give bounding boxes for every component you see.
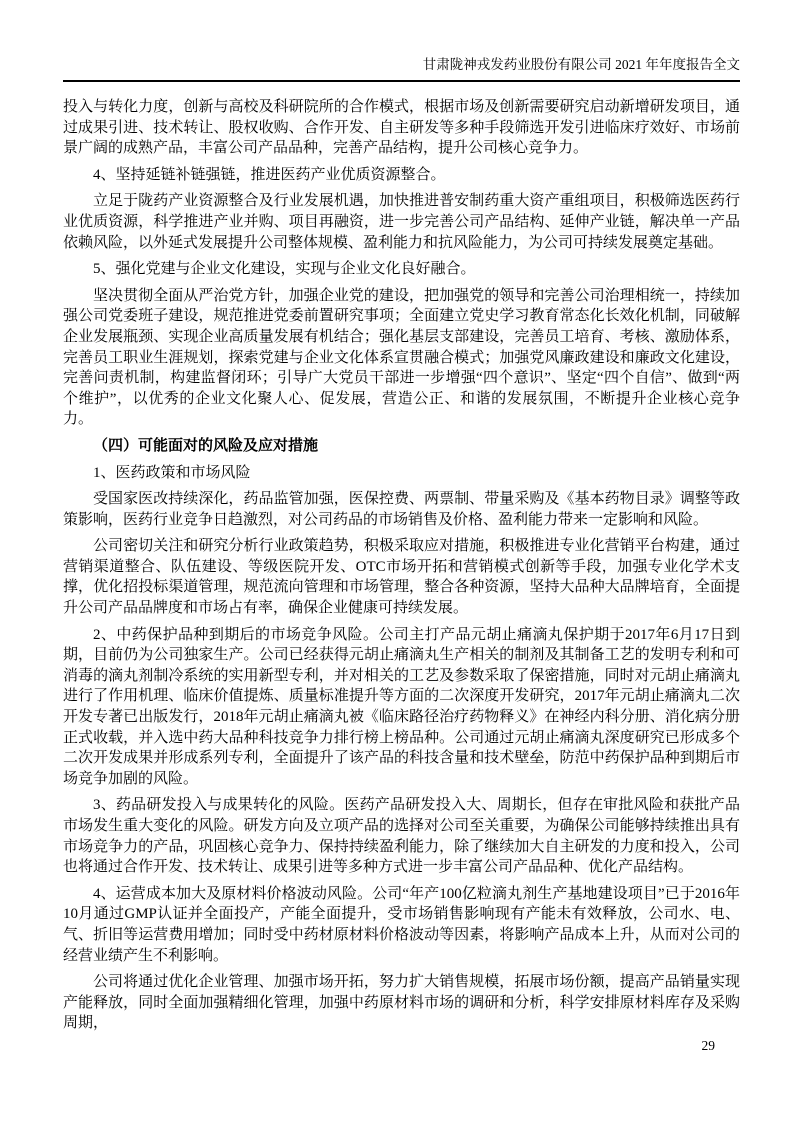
paragraph: 4、运营成本加大及原材料价格波动风险。公司“年产100亿粒滴丸剂生产基地建设项目”已于2016年10月通过GMP认证并全面投产，产能全面提升，受市场销售影响现有产能未有效释放，公司水、电、气、折旧等运营费用增加；同时受中药材原材料价格波动等因素，将影响产品成本上升，从而对公司的经营业绩产生不利影响。 xyxy=(63,885,740,964)
paragraph: 5、强化党建与企业文化建设，实现与企业文化良好融合。 xyxy=(93,261,476,278)
header-title: 甘肃陇神戎发药业股份有限公司 2021 年年度报告全文 xyxy=(422,57,740,72)
section-heading: （四）可能面对的风险及应对措施 xyxy=(93,437,319,454)
page-number: 29 xyxy=(701,1038,715,1053)
paragraph: 公司将通过优化企业管理、加强市场开拓，努力扩大销售规模，拓展市场份额，提高产品销量实现产能释放，同时全面加强精细化管理，加强中药原材料市场的调研和分析，科学安排原材料库存及采购周期， xyxy=(63,974,740,1032)
paragraph: 立足于陇药产业资源整合及行业发展机遇，加快推进普安制药重大资产重组项目，积极筛选医药行业优质资源，科学推进产业并购、项目再融资，进一步完善公司产品结构、延伸产业链，解决单一产品依赖风险，以外延式发展提升公司整体规模、盈利能力和抗风险能力，为公司可持续发展奠定基础。 xyxy=(63,193,740,251)
paragraph: 1、医药政策和市场风险 xyxy=(93,464,251,481)
paragraph: 公司密切关注和研究分析行业政策趋势，积极采取应对措施，积极推进专业化营销平台构建，通过营销渠道整合、队伍建设、等级医院开发、OTC市场开拓和营销模式创新等手段，加强专业化学术支撑，优化招投标渠道管理，规范流向管理和市场管理，整合各种资源，坚持大品种大品牌培育，全面提升公司产品品牌度和市场占有率，确保企业健康可持续发展。 xyxy=(63,538,740,617)
paragraph: 受国家医改持续深化，药品监管加强，医保控费、两票制、带量采购及《基本药物目录》调整等政策影响，医药行业竞争日趋激烈，对公司药品的市场销售及价格、盈利能力带来一定影响和风险。 xyxy=(63,491,740,528)
page-header xyxy=(63,56,740,82)
paragraph: 3、药品研发投入与成果转化的风险。医药产品研发投入大、周期长，但存在审批风险和获批产品市场发生重大变化的风险。研发方向及立项产品的选择对公司至关重要，为确保公司能够持续推出具有市场竞争力的产品，巩固核心竞争力、保持持续盈利能力，除了继续加大自主研发的力度和投入，公司也将通过合作开发、技术转让、成果引进等多种方式进一步丰富公司产品品种、优化产品结构。 xyxy=(63,797,740,876)
paragraph: 2、中药保护品种到期后的市场竞争风险。公司主打产品元胡止痛滴丸保护期于2017年6月17日到期，目前仍为公司独家生产。公司已经获得元胡止痛滴丸生产相关的制剂及其制备工艺的发明专利和可消毒的滴丸剂制冷系统的实用新型专利，并对相关的工艺及参数采取了保密措施，同时对元胡止痛滴丸进行了作用机理、临床价值提炼、质量标准提升等方面的二次深度开发研究，2017年元胡止痛滴丸二次开发专著已出版发行，2018年元胡止痛滴丸被《临床路径治疗药物释义》在神经内科分册、消化病分册正式收载，并入选中药大品种科技竞争力排行榜上榜品种。公司通过元胡止痛滴丸深度研究已形成多个二次开发成果并形成系列专利，全面提升了该产品的科技含量和技术壁垒，防范中药保护品种到期后市场竞争加剧的风险。 xyxy=(63,626,740,787)
paragraph: 投入与转化力度，创新与高校及科研院所的合作模式，根据市场及创新需要研究启动新增研发项目，通过成果引进、技术转让、股权收购、合作开发、自主研发等多种手段筛选开发引进临床疗效好、市场前景广阔的成熟产品，丰富公司产品品种，完善产品结构，提升公司核心竞争力。 xyxy=(63,99,740,157)
paragraph: 坚决贯彻全面从严治党方针，加强企业党的建设，把加强党的领导和完善公司治理相统一，持续加强公司党委班子建设，规范推进党委前置研究事项；全面建立党史学习教育常态化长效化机制，同破解企业发展瓶颈、实现企业高质量发展有机结合；强化基层支部建设，完善员工培育、考核、激励体系，完善员工职业生涯规划，探索党建与企业文化体系宣贯融合模式；加强党风廉政建设和廉政文化建设，完善问责机制，构建监督闭环；引导广大党员干部进一步增强“四个意识”、坚定“四个自信”、做到“两个维护”，以优秀的企业文化聚人心、促发展，营造公正、和谐的发展氛围，不断提升企业核心竞争力。 xyxy=(63,287,740,428)
document-body xyxy=(63,97,740,1034)
paragraph: 4、坚持延链补链强链，推进医药产业优质资源整合。 xyxy=(93,166,446,183)
